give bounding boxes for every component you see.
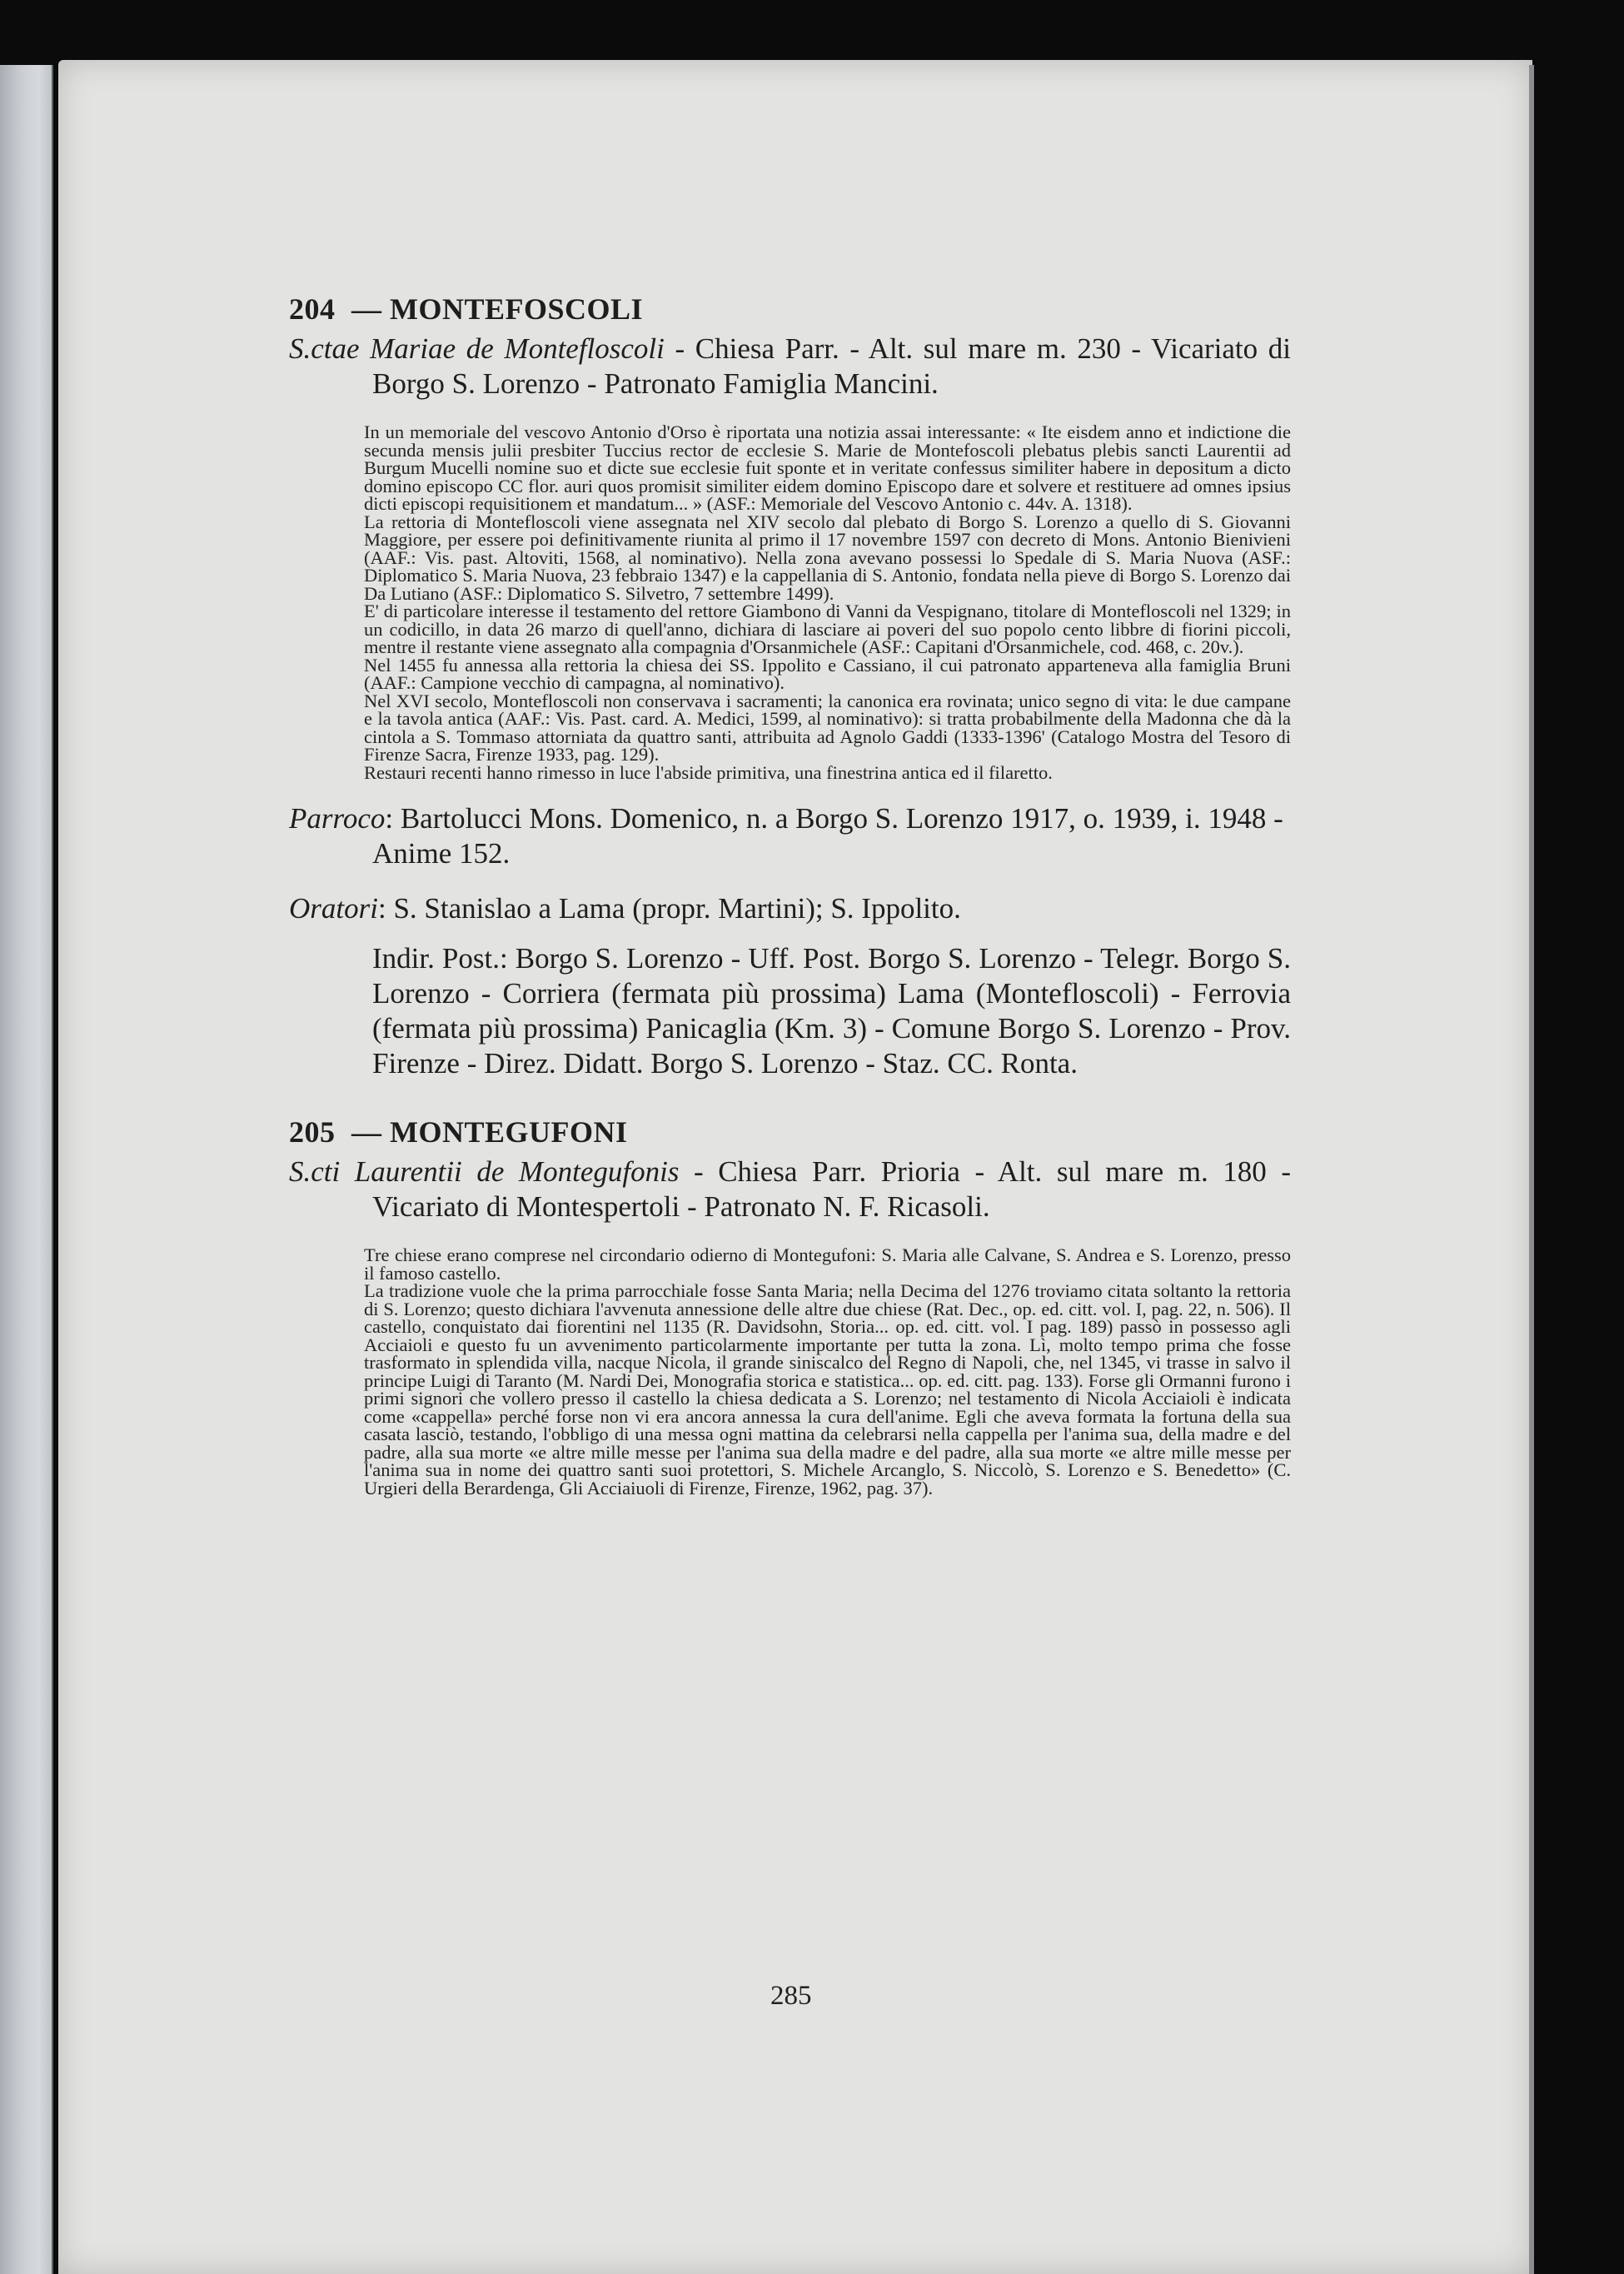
latin-title: S.ctae Mariae de Montefloscoli (289, 332, 665, 365)
note-paragraph: La rettoria di Montefloscoli viene assegnata nel XIV secolo dal plebato di Borgo S. Lorenzo a quello di S. Giovanni Maggiore, per essere poi definitivamente riunita al primo il 17 novembre 1597 con decreto di Mons. Antonio Bienivieni (AAF.: Vis. past. Altoviti, 1568, al nominativo). Nella zona avevano possessi lo Spedale di S. Maria Nuova (ASF.: Diplomatico S. Maria Nuova, 23 febbraio 1347) e la cappellania di S. Antonio, fondata nella pieve di Borgo S. Lorenzo dai Da Lutiano (ASF.: Diplomatico S. Silvetro, 7 settembre 1499). (364, 511, 1291, 604)
note-paragraph: Restauri recenti hanno rimesso in luce l'abside primitiva, una finestrina antica ed il filaretto. (364, 761, 1053, 783)
entry-205 (229, 1115, 1291, 1497)
entry-number: 204 (289, 292, 336, 326)
entry-heading (289, 292, 1291, 327)
page-right-edge (1529, 65, 1534, 2274)
oratori-line (289, 891, 1291, 926)
historical-notes (364, 423, 1291, 781)
entry-name: MONTEFOSCOLI (390, 292, 644, 326)
entry-dash: — (351, 292, 382, 326)
oratori-label: Oratori (289, 892, 378, 925)
page-number: 285 (770, 1981, 812, 2011)
entry-heading (289, 1115, 1291, 1149)
note-paragraph: Nel XVI secolo, Montefloscoli non conservava i sacramenti; la canonica era rovinata; unico segno di vita: le due campane e la tavola antica (AAF.: Vis. Past. card. A. Medici, 1599, al nominativo): si tratta probabilmente della Madonna che dà la cintola a S. Tommaso attorniata da quattro santi, attribuita ad Agnolo Gaddi (1333-1396' (Catalogo Mostra del Tesoro di Firenze Sacra, Firenze 1933, pag. 129). (364, 690, 1291, 765)
note-paragraph: In un memoriale del vescovo Antonio d'Orso è riportata una notizia assai interessante: « Ite eisdem anno et indictione die secunda mensis julii presbiter Tuccius rector de ecclesie S. Marie de Montefoscoli plebatus plebis sancti Laurentii ad Burgum Mucelli nomine suo et dicte sue ecclesie fuit sponte et in veritate confessus similiter habere in depositum a dicto domino episcopo CC flor. auri quos promisit similiter eidem domino Episcopo dare et solvere et restituere ad omnes ipsius dicti episcopi requisitionem et mandatum... » (ASF.: Memoriale del Vescovo Antonio c. 44v. A. 1318). (364, 421, 1291, 514)
entry-number: 205 (289, 1115, 336, 1149)
note-paragraph: Nel 1455 fu annessa alla rettoria la chiesa dei SS. Ippolito e Cassiano, il cui patronato apparteneva alla famiglia Bruni (AAF.: Campione vecchio di campagna, al nominativo). (364, 654, 1291, 693)
latin-title: S.cti Laurentii de Montegufonis (289, 1155, 680, 1188)
parroco-text: : Bartolucci Mons. Domenico, n. a Borgo S. Lorenzo 1917, o. 1939, i. 1948 - Anime 152. (372, 802, 1283, 870)
page-content (229, 292, 1291, 1497)
entry-204 (229, 292, 1291, 1081)
postal-address: Indir. Post.: Borgo S. Lorenzo - Uff. Post. Borgo S. Lorenzo - Telegr. Borgo S. Lorenzo - Corriera (fermata più prossima) Lama (Montefloscoli) - Ferrovia (fermata più prossima) Panicaglia (Km. 3) - Comune Borgo S. Lorenzo - Prov. Firenze - Direz. Didatt. Borgo S. Lorenzo - Staz. CC. Ronta. (372, 942, 1291, 1080)
historical-notes (364, 1246, 1291, 1497)
note-paragraph: E' di particolare interesse il testamento del rettore Giambono di Vanni da Vespignano, titolare di Montefloscoli nel 1329; in un codicillo, in data 26 marzo di quell'anno, dichiara di lasciare ai poveri del suo popolo cento libbre di fiorini piccoli, mentre il restante viene assegnato alla compagnia d'Orsanmichele (ASF.: Capitani d'Orsanmichele, cod. 468, c. 20v.). (364, 601, 1291, 657)
entry-dash: — (351, 1115, 382, 1149)
left-page-edge (0, 65, 53, 2274)
entry-header-line (289, 1154, 1291, 1224)
oratori-text: : S. Stanislao a Lama (propr. Martini); S. Ippolito. (377, 892, 961, 925)
note-paragraph: La tradizione vuole che la prima parrocchiale fosse Santa Maria; nella Decima del 1276 troviamo citata soltanto la rettoria di S. Lorenzo; questo dichiara l'avvenuta annessione delle altre due chiese (Rat. Dec., op. ed. citt. vol. I, pag. 22, n. 506). Il castello, conquistato dai fiorentini nel 1135 (R. Davidsohn, Storia... op. ed. citt. vol. I pag. 189) passò in possesso agli Acciaioli e questo fu un avvenimento particolarmente importante per tutta la zona. Lì, molto tempo prima che fosse trasformato in splendida villa, nacque Nicola, il grande siniscalco del Regno di Napoli, che, nel 1345, vi trasse in salvo il principe Luigi di Taranto (M. Nardi Dei, Monografia storica e statistica... op. ed. citt. pag. 133). Forse gli Ormanni furono i primi signori che vollero presso il castello la chiesa dedicata a S. Lorenzo; nel testamento di Nicola Acciaioli è indicata come «cappella» perché forse non vi era ancora annessa la cura dell'anime. Egli che aveva formata la fortuna della sua casata lasciò, testando, l'obbligo di una messa ogni mattina da celebrarsi nella cappella per l'anima sua, della madre e del padre, alla sua morte «e altre mille messe per l'anima sua della madre e del padre, alla sua morte «e altre mille messe per l'anima sua in nome dei quattro santi suoi protettori, S. Michele Arcanglo, S. Niccolò, S. Lorenzo e S. Benedetto» (C. Urgieri della Berardenga, Gli Acciaiuoli di Firenze, Firenze, 1962, pag. 37). (364, 1280, 1291, 1499)
entry-name: MONTEGUFONI (390, 1115, 628, 1149)
entry-header-line (289, 332, 1291, 401)
parroco-line (289, 801, 1291, 871)
header-details: - Chiesa Parr. - Alt. sul mare m. 230 - Vicariato di Borgo S. Lorenzo - Patronato Famiglia Mancini. (372, 332, 1291, 400)
header-details: - Chiesa Parr. Prioria - Alt. sul mare m. 180 - Vicariato di Montespertoli - Patronato N. F. Ricasoli. (372, 1155, 1291, 1223)
note-paragraph: Tre chiese erano comprese nel circondario odierno di Montegufoni: S. Maria alle Calvane, S. Andrea e S. Lorenzo, presso il famoso castello. (364, 1244, 1291, 1284)
parroco-label: Parroco (289, 802, 386, 835)
